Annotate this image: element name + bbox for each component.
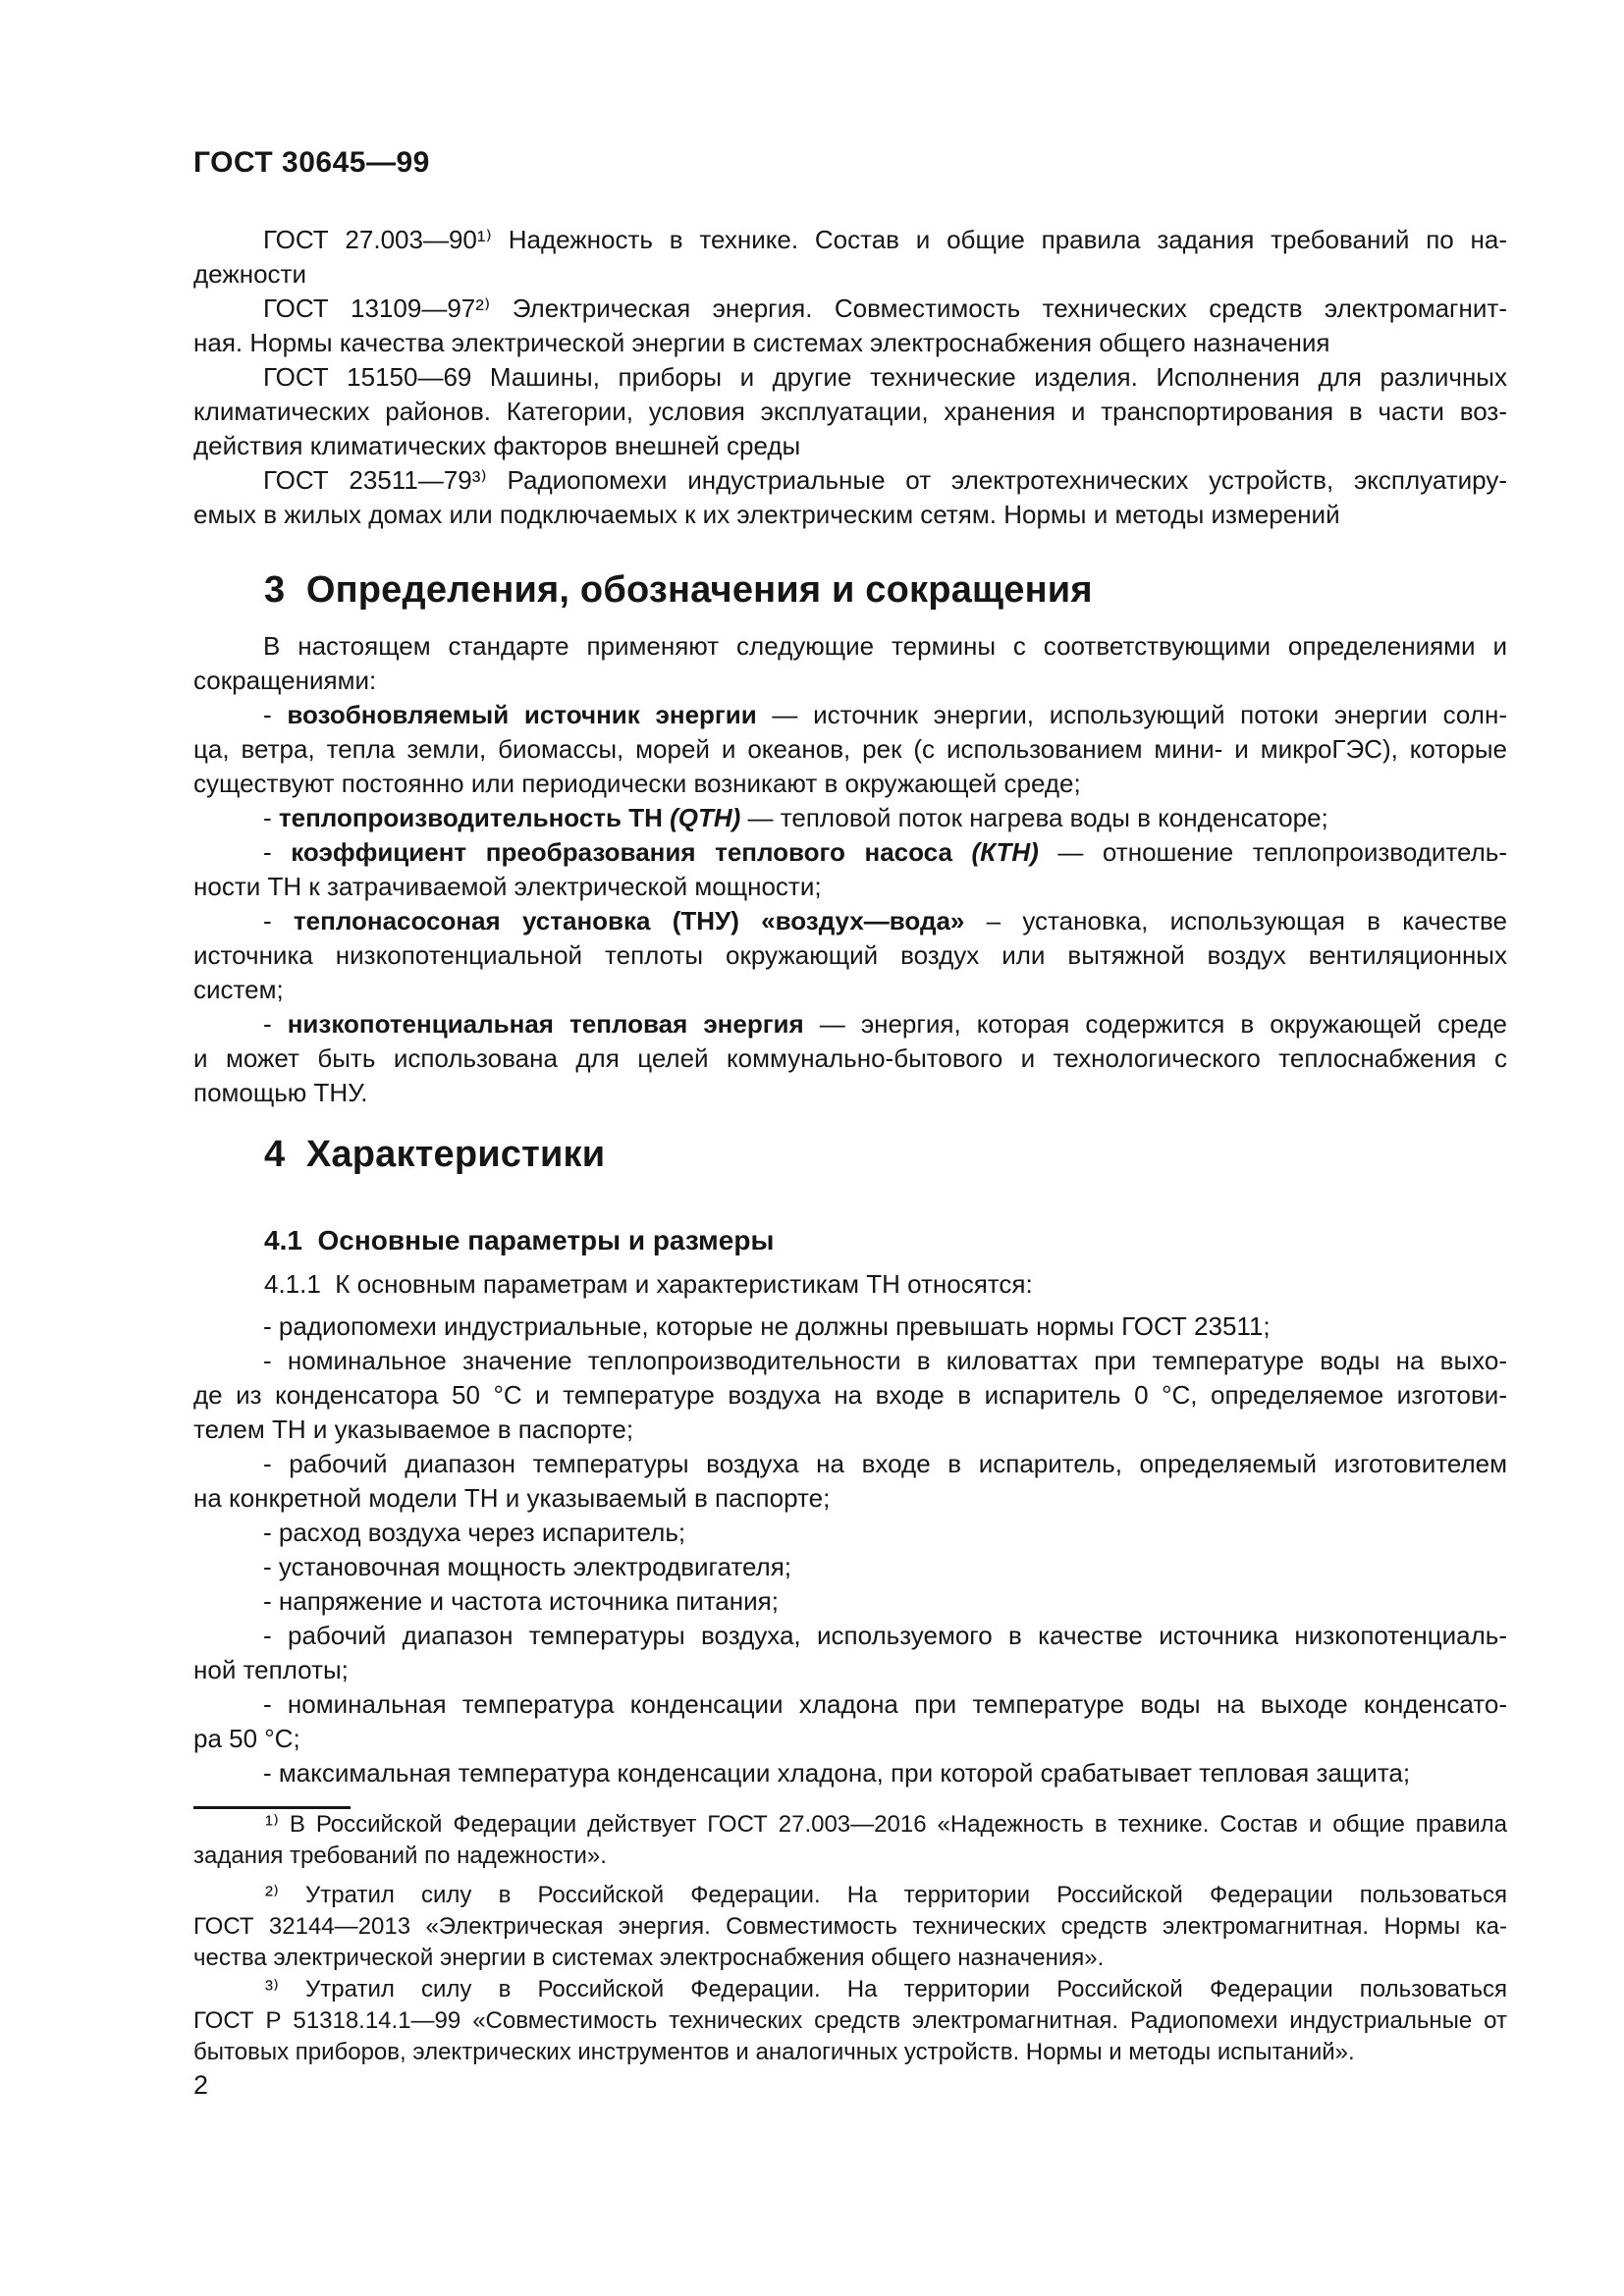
text-line: - коэффициент преобразования теплового насоса (КТН) — отношение теплопроизводитель- <box>263 837 1507 867</box>
text-line: ности ТН к затрачиваемой электрической мощности; <box>193 872 822 901</box>
text-line: чества электрической энергии в системах электроснабжения общего назначения». <box>193 1945 1105 1971</box>
text-line: дежности <box>193 259 306 289</box>
text-line: - максимальная температура конденсации хладона, при которой срабатывает тепловая защита; <box>263 1758 1411 1788</box>
list-item <box>193 1550 1507 1584</box>
text-line: - радиопомехи индустриальные, которые не должны превышать нормы ГОСТ 23511; <box>263 1311 1271 1341</box>
text-line: телем ТН и указываемое в паспорте; <box>193 1415 634 1444</box>
text-line: - низкопотенциальная тепловая энергия — энергия, которая содержится в окружающей среде <box>263 1009 1507 1039</box>
text-line: - установочная мощность электродвигателя; <box>263 1552 792 1581</box>
footnote <box>193 1974 1507 2068</box>
definition-item <box>193 835 1507 904</box>
normative-references-block <box>193 223 1507 532</box>
reference-paragraph <box>193 360 1507 463</box>
text-line: ГОСТ 32144—2013 «Электрическая энергия. Совместимость технических средств электромагнитная. Нормы ка- <box>193 1913 1507 1940</box>
text-line: де из конденсатора 50 °С и температуре воздуха на входе в испаритель 0 °С, определяемое изготови- <box>193 1380 1507 1410</box>
clause-4-1-1: 4.1.1 К основным параметрам и характеристикам ТН относятся: <box>264 1269 1033 1299</box>
parameters-list <box>193 1309 1507 1790</box>
text-line: ³⁾ Утратил силу в Российской Федерации. На территории Российской Федерации пользоваться <box>265 1976 1507 2002</box>
definition-item <box>193 1007 1507 1110</box>
text-line: - теплопроизводительность ТН (QТН) — тепловой поток нагрева воды в конденсаторе; <box>263 803 1328 832</box>
text-line: систем; <box>193 975 284 1004</box>
reference-paragraph <box>193 292 1507 360</box>
section-4-1-heading: 4.1 Основные параметры и размеры <box>264 1225 775 1255</box>
text-line: на конкретной модели ТН и указываемый в паспорте; <box>193 1483 831 1513</box>
list-item <box>193 1619 1507 1687</box>
footnote <box>193 1809 1507 1872</box>
definition-item <box>193 904 1507 1007</box>
list-item <box>193 1309 1507 1344</box>
section-3-heading: 3 Определения, обозначения и сокращения <box>264 569 1093 611</box>
text-line: климатических районов. Категории, условия эксплуатации, хранения и транспортирования в части воз- <box>193 397 1507 426</box>
list-item <box>193 1447 1507 1516</box>
list-item <box>193 1344 1507 1447</box>
list-item <box>193 1584 1507 1619</box>
reference-paragraph <box>193 223 1507 292</box>
text-line: ГОСТ 15150—69 Машины, приборы и другие технические изделия. Исполнения для различных <box>263 362 1507 392</box>
document-code: ГОСТ 30645—99 <box>193 146 430 179</box>
text-line: ца, ветра, тепла земли, биомассы, морей и океанов, рек (с использованием мини- и микроГЭС), которые <box>193 734 1507 764</box>
text-line: задания требований по надежности». <box>193 1842 607 1869</box>
text-line: и может быть использована для целей коммунально-бытового и технологического теплоснабжения с <box>193 1043 1507 1073</box>
text-line: ной теплоты; <box>193 1655 349 1684</box>
section-4-heading: 4 Характеристики <box>264 1134 606 1175</box>
text-line: - рабочий диапазон температуры воздуха, используемого в качестве источника низкопотенциаль- <box>263 1621 1507 1650</box>
text-line: существуют постоянно или периодически возникают в окружающей среде; <box>193 769 1081 798</box>
text-line: - номинальное значение теплопроизводительности в киловаттах при температуре воды на выхо- <box>263 1346 1507 1375</box>
text-line: бытовых приборов, электрических инструментов и аналогичных устройств. Нормы и методы испытаний». <box>193 2039 1355 2065</box>
text-line: источника низкопотенциальной теплоты окружающий воздух или вытяжной воздух вентиляционных <box>193 940 1507 970</box>
text-line: - номинальная температура конденсации хладона при температуре воды на выходе конденсато- <box>263 1689 1507 1719</box>
text-line: ная. Нормы качества электрической энергии в системах электроснабжения общего назначения <box>193 328 1330 357</box>
definition-item <box>193 698 1507 801</box>
text-line: емых в жилых домах или подключаемых к их электрическим сетям. Нормы и методы измерений <box>193 500 1340 529</box>
text-line: ГОСТ 23511—79³⁾ Радиопомехи индустриальные от электротехнических устройств, эксплуатиру- <box>263 465 1507 495</box>
section-3-intro <box>193 629 1507 698</box>
list-item <box>193 1516 1507 1550</box>
text-line: - возобновляемый источник энергии — источник энергии, использующий потоки энергии солн- <box>263 700 1507 729</box>
text-line: В настоящем стандарте применяют следующие термины с соответствующими определениями и <box>263 631 1507 661</box>
page-number: 2 <box>193 2070 209 2100</box>
list-item <box>193 1756 1507 1790</box>
page-content <box>193 0 1507 2103</box>
text-line: ра 50 °С; <box>193 1724 300 1753</box>
text-line: - напряжение и частота источника питания; <box>263 1586 779 1616</box>
text-line: сокращениями: <box>193 666 377 695</box>
text-line: ГОСТ 13109—97²⁾ Электрическая энергия. Совместимость технических средств электромагнит- <box>263 294 1507 323</box>
text-line: ¹⁾ В Российской Федерации действует ГОСТ 27.003—2016 «Надежность в технике. Состав и общие правила <box>265 1811 1507 1838</box>
reference-paragraph <box>193 463 1507 532</box>
text-line: ГОСТ Р 51318.14.1—99 «Совместимость технических средств электромагнитная. Радиопомехи индустриальные от <box>193 2007 1507 2034</box>
list-item <box>193 1687 1507 1756</box>
text-line: - расход воздуха через испаритель; <box>263 1518 686 1547</box>
text-line: ²⁾ Утратил силу в Российской Федерации. На территории Российской Федерации пользоваться <box>265 1882 1507 1908</box>
text-line: ГОСТ 27.003—90¹⁾ Надежность в технике. Состав и общие правила задания требований по на- <box>263 225 1507 254</box>
text-line: помощью ТНУ. <box>193 1078 368 1107</box>
definition-item <box>193 801 1507 835</box>
text-line: - теплонасосоная установка (ТНУ) «воздух—вода» – установка, использующая в качестве <box>263 906 1507 935</box>
footnote <box>193 1880 1507 1974</box>
text-line: действия климатических факторов внешней среды <box>193 431 801 460</box>
text-line: - рабочий диапазон температуры воздуха на входе в испаритель, определяемый изготовителем <box>263 1449 1507 1478</box>
